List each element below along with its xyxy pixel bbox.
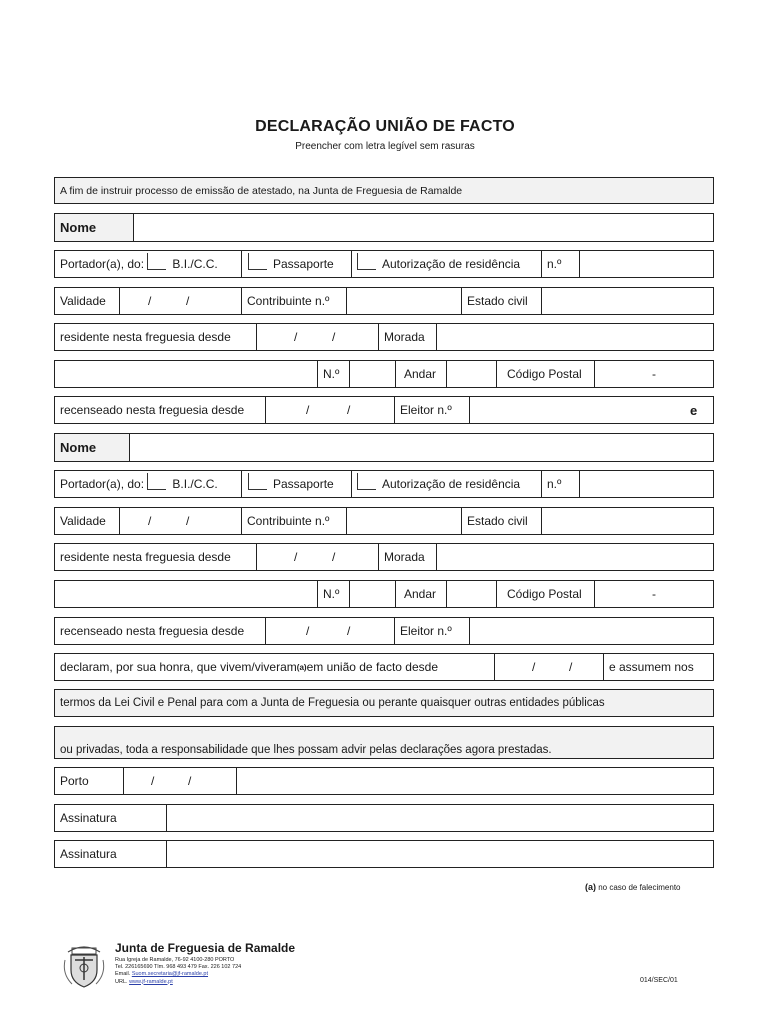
document-number-label: n.º xyxy=(541,471,579,497)
person2-residence-row xyxy=(54,543,714,571)
assinatura-label: Assinatura xyxy=(60,811,117,825)
morada-field[interactable] xyxy=(436,544,713,570)
org-contact xyxy=(115,957,241,986)
place-date-row xyxy=(54,767,714,795)
date-slash: / xyxy=(294,330,298,344)
date-slash: / xyxy=(188,774,192,788)
date-slash: / xyxy=(347,403,351,417)
document-number-label: n.º xyxy=(541,251,579,277)
n-porta-field[interactable] xyxy=(349,361,395,387)
morada-label: Morada xyxy=(378,324,436,350)
date-slash: / xyxy=(332,330,336,344)
autorizacao-checkbox[interactable] xyxy=(357,253,376,270)
morada-field[interactable] xyxy=(436,324,713,350)
recenseado-date-field[interactable] xyxy=(265,397,394,423)
person2-name-row xyxy=(54,433,714,462)
validade-label: Validade xyxy=(60,514,106,528)
org-email-line xyxy=(115,971,241,978)
eleitor-label: Eleitor n.º xyxy=(394,618,469,644)
signature-row-1 xyxy=(54,804,714,832)
document-title: DECLARAÇÃO UNIÃO DE FACTO xyxy=(255,118,515,135)
declaration-row-3 xyxy=(54,726,714,759)
person2-document-types xyxy=(55,471,240,497)
person1-document-row xyxy=(54,250,714,278)
andar-label: Andar xyxy=(395,361,446,387)
autorizacao-checkbox[interactable] xyxy=(357,473,376,490)
footnote-mark: (a) xyxy=(585,882,596,892)
codigo-postal-label: Código Postal xyxy=(496,361,594,387)
n-porta-field[interactable] xyxy=(349,581,395,607)
contribuinte-label: Contribuinte n.º xyxy=(241,508,346,534)
intro-text: A fim de instruir processo de emissão de atestado, na Junta de Freguesia de Ramalde xyxy=(60,184,463,197)
person2-name-label: Nome xyxy=(55,434,129,461)
person2-document-row xyxy=(54,470,714,498)
date-slash: / xyxy=(306,403,310,417)
estado-civil-field[interactable] xyxy=(541,288,713,314)
date-slash: / xyxy=(294,550,298,564)
document-number-field[interactable] xyxy=(579,471,713,497)
union-date-field[interactable] xyxy=(494,654,603,680)
signature-field-1[interactable] xyxy=(166,805,713,831)
place-date-extra xyxy=(236,768,713,794)
validade-date-field[interactable] xyxy=(119,508,241,534)
assinatura-label: Assinatura xyxy=(60,847,117,861)
person1-name-label: Nome xyxy=(55,214,133,241)
autorizacao-option xyxy=(351,251,541,277)
bi-label: B.I./C.C. xyxy=(172,477,218,491)
portador-label: Portador(a), do: xyxy=(60,257,145,271)
person2-address-row xyxy=(54,580,714,608)
residente-label: residente nesta freguesia desde xyxy=(60,330,231,344)
andar-field[interactable] xyxy=(446,581,496,607)
address-line-field[interactable] xyxy=(55,581,317,607)
estado-civil-field[interactable] xyxy=(541,508,713,534)
person1-residence-row xyxy=(54,323,714,351)
address-line-field[interactable] xyxy=(55,361,317,387)
url-label: URL. xyxy=(115,978,130,985)
date-slash: / xyxy=(347,624,351,638)
codigo-postal-label: Código Postal xyxy=(496,581,594,607)
signature-date-field[interactable] xyxy=(123,768,236,794)
footnote-text: no caso de falecimento xyxy=(596,883,681,892)
validade-label: Validade xyxy=(60,294,106,308)
declaration-text-part: declaram, por sua honra, que vivem/viveram xyxy=(60,660,297,674)
date-slash: / xyxy=(151,774,155,788)
bi-checkbox[interactable] xyxy=(147,473,166,490)
document-subtitle: Preencher com letra legível sem rasuras xyxy=(295,141,475,152)
person1-document-types xyxy=(55,251,240,277)
residente-date-field[interactable] xyxy=(256,324,378,350)
footnote-mark: (a) xyxy=(296,662,307,672)
person1-address-row xyxy=(54,360,714,388)
passaporte-option xyxy=(241,471,351,497)
eleitor-field[interactable] xyxy=(469,397,713,423)
org-name: Junta de Freguesia de Ramalde xyxy=(115,941,296,955)
contribuinte-label: Contribuinte n.º xyxy=(241,288,346,314)
n-porta-label: N.º xyxy=(317,361,349,387)
passaporte-label: Passaporte xyxy=(273,257,334,271)
cp-dash: - xyxy=(652,587,656,601)
org-url-line xyxy=(115,979,241,986)
date-slash: / xyxy=(186,514,190,528)
date-slash: / xyxy=(569,660,573,674)
document-code: 014/SEC/01 xyxy=(640,977,678,984)
date-slash: / xyxy=(148,294,152,308)
autorizacao-label: Autorização de residência xyxy=(382,477,521,491)
declaration-text-1 xyxy=(55,654,494,680)
declaration-row-1 xyxy=(54,653,714,681)
email-link[interactable]: Suom.secretaria@jf-ramalde.pt xyxy=(131,971,209,978)
date-slash: / xyxy=(332,550,336,564)
recenseado-date-field[interactable] xyxy=(265,618,394,644)
passaporte-label: Passaporte xyxy=(273,477,334,491)
declaration-text-3: ou privadas, toda a responsabilidade que lhes possam advir pelas declarações agora prestadas. xyxy=(60,744,552,756)
intro-row xyxy=(54,177,714,204)
cp-dash: - xyxy=(652,367,656,381)
declaration-text-end: e assumem nos xyxy=(603,654,713,680)
andar-label: Andar xyxy=(395,581,446,607)
morada-label: Morada xyxy=(378,544,436,570)
footnote xyxy=(585,882,681,892)
passaporte-checkbox[interactable] xyxy=(248,473,267,490)
website-link[interactable]: www.jf-ramalde.pt xyxy=(129,978,173,985)
validade-date-field[interactable] xyxy=(119,288,241,314)
codigo-postal-field[interactable] xyxy=(594,361,713,387)
passaporte-checkbox[interactable] xyxy=(248,253,267,270)
org-phone: Tel. 226165690 Tlm. 968 493 479 Fax. 226 102 724 xyxy=(115,964,242,971)
person1-census-row xyxy=(54,396,714,424)
residente-label: residente nesta freguesia desde xyxy=(60,550,231,564)
declaration-row-2 xyxy=(54,689,714,717)
eleitor-field[interactable] xyxy=(469,618,713,644)
porto-label: Porto xyxy=(60,774,89,788)
date-slash: / xyxy=(186,294,190,308)
declaration-text-part: em união de facto desde xyxy=(306,660,438,674)
estado-civil-label: Estado civil xyxy=(461,288,541,314)
date-slash: / xyxy=(306,624,310,638)
person2-validity-row xyxy=(54,507,714,535)
recenseado-label: recenseado nesta freguesia desde xyxy=(60,403,245,417)
org-address: Rua Igreja de Ramalde, 76-92 4100-280 PORTO xyxy=(115,957,235,963)
andar-field[interactable] xyxy=(446,361,496,387)
date-slash: / xyxy=(532,660,536,674)
contribuinte-field[interactable] xyxy=(346,288,461,314)
email-label: Email. xyxy=(115,971,132,978)
person1-name-row xyxy=(54,213,714,242)
recenseado-label: recenseado nesta freguesia desde xyxy=(60,624,245,638)
signature-field-2[interactable] xyxy=(166,841,713,867)
person2-name-field[interactable] xyxy=(129,434,713,461)
eleitor-label: Eleitor n.º xyxy=(394,397,469,423)
date-slash: / xyxy=(148,514,152,528)
portador-label: Portador(a), do: xyxy=(60,477,145,491)
parish-crest-icon xyxy=(62,938,106,990)
autorizacao-label: Autorização de residência xyxy=(382,257,521,271)
document-number-field[interactable] xyxy=(579,251,713,277)
declaration-text-2: termos da Lei Civil e Penal para com a Junta de Freguesia ou perante quaisquer outras entidades públicas xyxy=(60,697,605,709)
passaporte-option xyxy=(241,251,351,277)
codigo-postal-field[interactable] xyxy=(594,581,713,607)
estado-civil-label: Estado civil xyxy=(461,508,541,534)
n-porta-label: N.º xyxy=(317,581,349,607)
person1-name-field[interactable] xyxy=(133,214,713,241)
contribuinte-field[interactable] xyxy=(346,508,461,534)
bi-checkbox[interactable] xyxy=(147,253,166,270)
conjunction-e: e xyxy=(690,402,698,418)
person1-validity-row xyxy=(54,287,714,315)
residente-date-field[interactable] xyxy=(256,544,378,570)
autorizacao-option xyxy=(351,471,541,497)
signature-row-2 xyxy=(54,840,714,868)
bi-label: B.I./C.C. xyxy=(172,257,218,271)
person2-census-row xyxy=(54,617,714,645)
